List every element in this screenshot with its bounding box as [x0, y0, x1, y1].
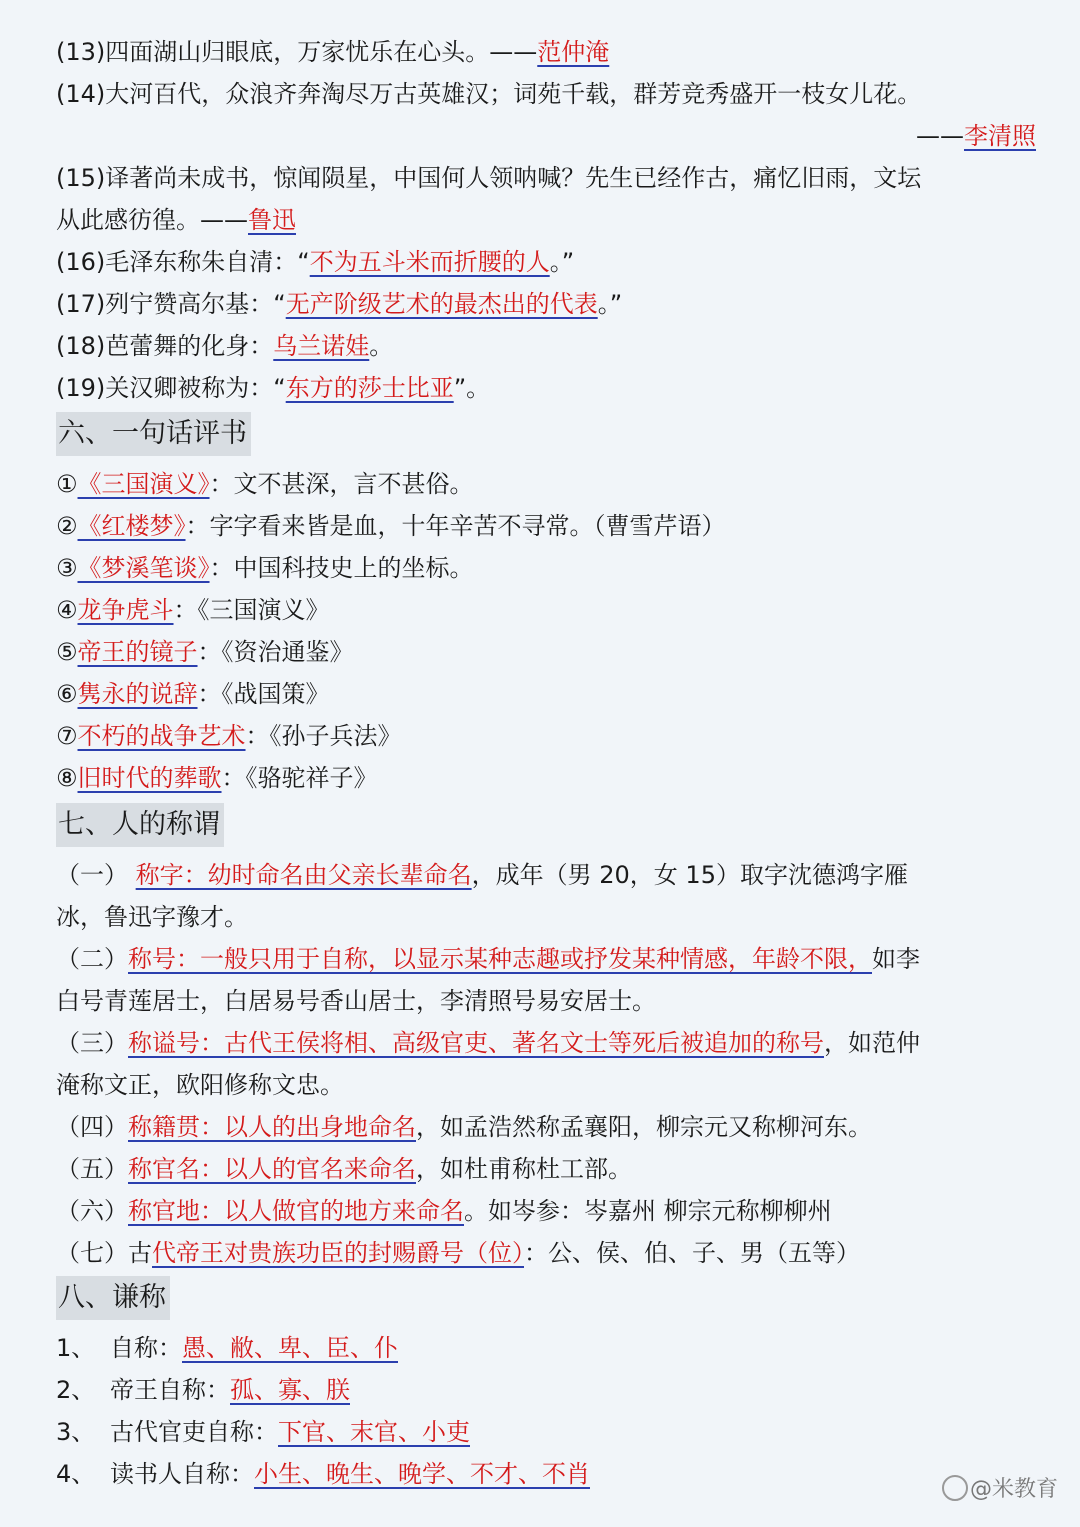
list-item-cont: 淹称文正，欧阳修称文忠。 — [56, 1071, 344, 1099]
line-q19: (19)关汉卿被称为：“东方的莎士比亚”。 — [56, 374, 491, 402]
list-item: 3、 古代官吏自称：下官、末官、小吏 — [56, 1418, 470, 1446]
answer: 乌兰诺娃 — [273, 332, 370, 360]
list-item: ①《三国演义》：文不甚深，言不甚俗。 — [56, 470, 474, 498]
list-item: ⑦不朽的战争艺术：《孙子兵法》 — [56, 722, 402, 750]
answer: 无产阶级艺术的最杰出的代表 — [285, 290, 598, 318]
list-item: ⑥隽永的说辞：《战国策》 — [56, 680, 330, 708]
list-item: ⑧旧时代的葬歌：《骆驼祥子》 — [56, 764, 378, 792]
line-q17: (17)列宁赞高尔基：“无产阶级艺术的最杰出的代表。” — [56, 290, 623, 318]
list-item: （六）称官地：以人做官的地方来命名。如岑参：岑嘉州 柳宗元称柳柳州 — [56, 1197, 832, 1225]
list-item: 2、 帝王自称：孤、寡、朕 — [56, 1376, 350, 1404]
answer: 鲁迅 — [248, 206, 296, 234]
list-item: （七）古代帝王对贵族功臣的封赐爵号（位）：公、侯、伯、子、男（五等） — [56, 1239, 860, 1267]
list-item-cont: 白号青莲居士，白居易号香山居士，李清照号易安居士。 — [56, 987, 656, 1015]
answer: 李清照 — [964, 122, 1036, 150]
line-q14: (14)大河百代，众浪齐奔淘尽万古英雄汉；词苑千载，群芳竞秀盛开一枝女儿花。 — [56, 80, 922, 108]
list-item: 4、 读书人自称：小生、晚生、晚学、不才、不肖 — [56, 1460, 590, 1488]
list-item: （二）称号：一般只用于自称，以显示某种志趣或抒发某种情感，年龄不限，如李 — [56, 945, 920, 973]
list-item: （四）称籍贯：以人的出身地命名，如孟浩然称孟襄阳，柳宗元又称柳河东。 — [56, 1113, 872, 1141]
section-heading-6: 六、一句话评书 — [56, 412, 251, 456]
line-q14-author: ——李清照 — [916, 122, 1036, 150]
list-item: （五）称官名：以人的官名来命名，如杜甫称杜工部。 — [56, 1155, 632, 1183]
line-q15: (15)译著尚未成书，惊闻陨星，中国何人领呐喊？先生已经作古，痛忆旧雨，文坛 — [56, 164, 922, 192]
line-q16: (16)毛泽东称朱自清：“不为五斗米而折腰的人。” — [56, 248, 575, 276]
list-item: ②《红楼梦》：字字看来皆是血，十年辛苦不寻常。（曹雪芹语） — [56, 512, 726, 540]
answer: 不为五斗米而折腰的人 — [309, 248, 550, 276]
section-heading-8: 八、谦称 — [56, 1276, 170, 1320]
line-q18: (18)芭蕾舞的化身：乌兰诺娃。 — [56, 332, 394, 360]
watermark: @米教育 — [942, 1474, 1058, 1506]
list-item: ④龙争虎斗：《三国演义》 — [56, 596, 330, 624]
list-item-cont: 冰，鲁迅字豫才。 — [56, 903, 248, 931]
list-item: 1、 自称：愚、敝、卑、臣、仆 — [56, 1334, 398, 1362]
line-q13: (13)四面湖山归眼底，万家忧乐在心头。——范仲淹 — [56, 38, 610, 66]
answer: 范仲淹 — [537, 38, 610, 66]
section-heading-7: 七、人的称谓 — [56, 803, 224, 847]
list-item: （一） 称字：幼时命名由父亲长辈命名，成年（男 20，女 15）取字沈德鸿字雁 — [56, 861, 908, 889]
list-item: （三）称谥号：古代王侯将相、高级官吏、著名文士等死后被追加的称号，如范仲 — [56, 1029, 920, 1057]
watermark-logo-icon — [942, 1475, 968, 1501]
line-q15-cont: 从此感彷徨。——鲁迅 — [56, 206, 296, 234]
list-item: ⑤帝王的镜子：《资治通鉴》 — [56, 638, 354, 666]
answer: 东方的莎士比亚 — [285, 374, 454, 402]
list-item: ③《梦溪笔谈》：中国科技史上的坐标。 — [56, 554, 474, 582]
